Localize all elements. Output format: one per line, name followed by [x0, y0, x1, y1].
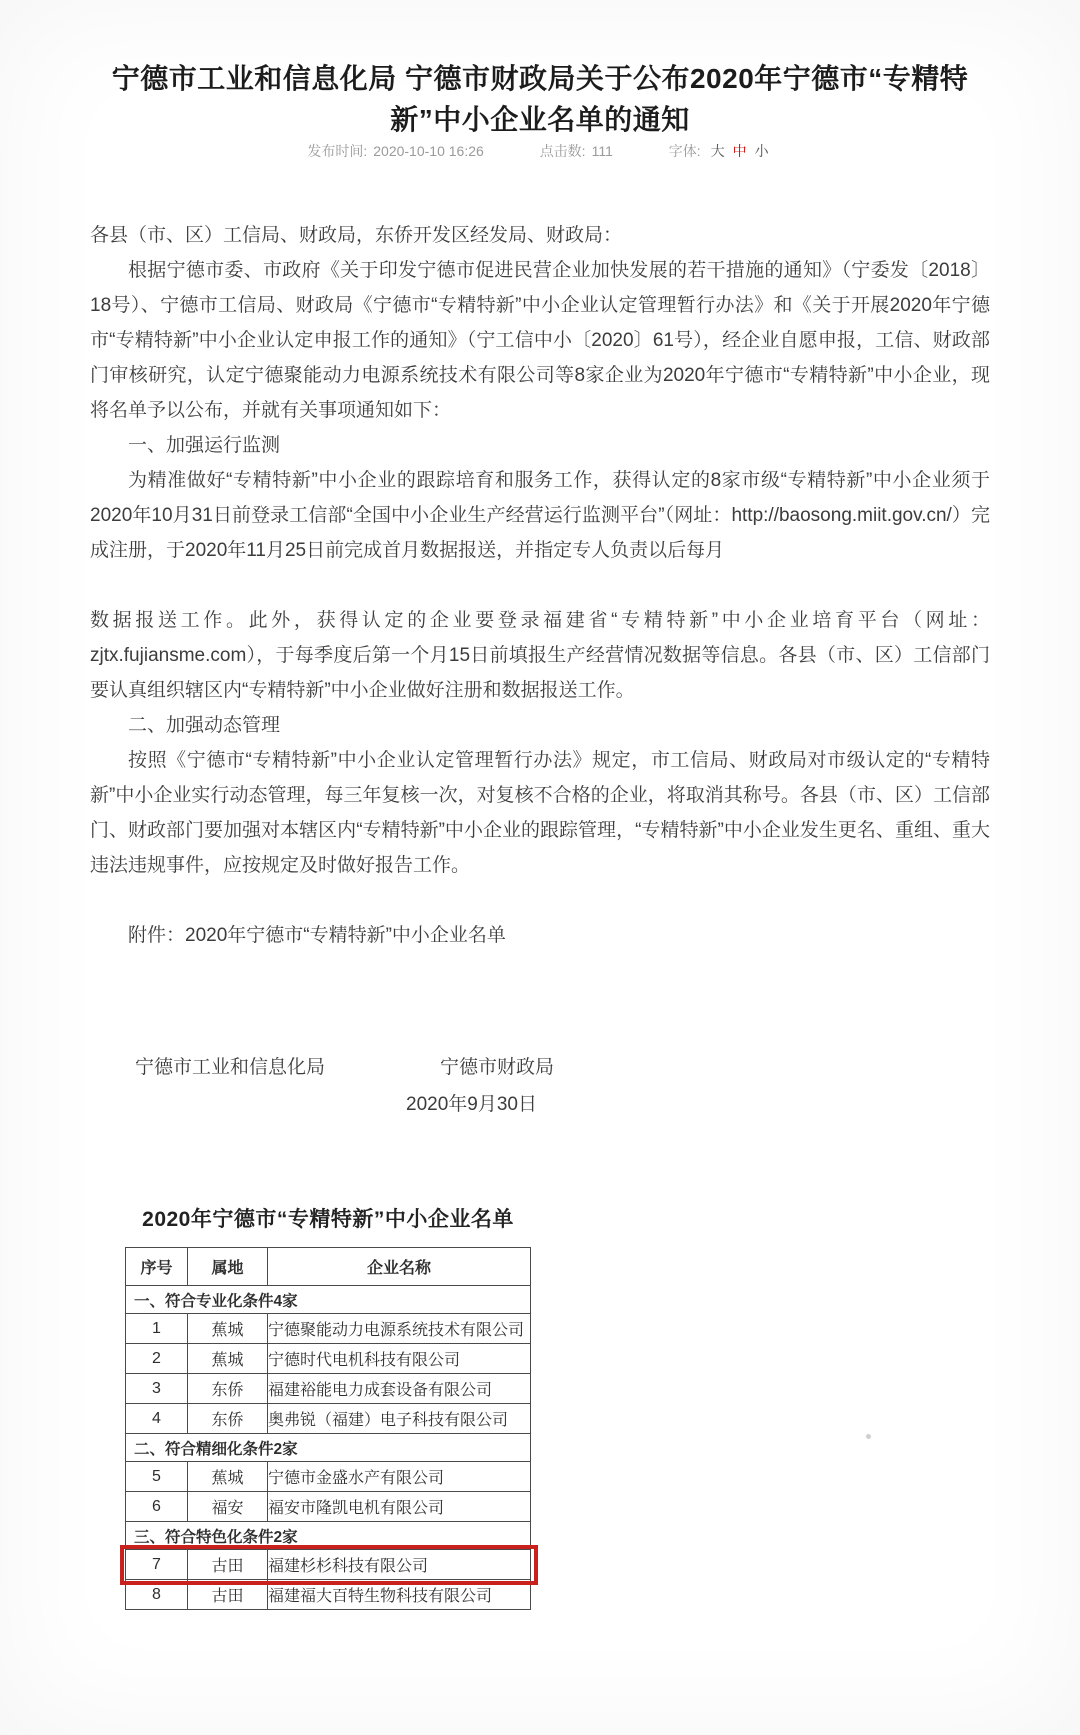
region-cell: 东侨 — [188, 1404, 268, 1434]
table-row — [126, 1404, 531, 1434]
company-cell: 福建福大百特生物科技有限公司 — [268, 1580, 531, 1610]
roster-table — [125, 1247, 531, 1610]
section-heading-2: 二、加强动态管理 — [128, 715, 281, 736]
company-cell: 宁德聚能动力电源系统技术有限公司 — [268, 1314, 531, 1344]
seq-cell: 6 — [126, 1492, 188, 1522]
header-region: 属地 — [188, 1248, 268, 1286]
paragraph-basis: 根据宁德市委、市政府《关于印发宁德市促进民营企业加快发展的若干措施的通知》（宁委发〔2018〕18号）、宁德市工信局、财政局《宁德市“专精特新”中小企业认定管理暂行办法》和《关于开展2020年宁德市“专精特新”中小企业认定申报工作的通知》（宁工信中小〔2020〕61号），经企业自愿申报，工信、财政部门审核研究，认定宁德聚能动力电源系统技术有限公司等8家企业为2020年宁德市“专精特新”中小企业，现将名单予以公布，并就有关事项通知如下： — [90, 260, 990, 421]
attachment-line: 附件：2020年宁德市“专精特新”中小企业名单 — [128, 925, 506, 946]
section-label: 二、符合精细化条件2家 — [126, 1434, 531, 1462]
header-seq: 序号 — [126, 1248, 188, 1286]
section-row-refinement — [126, 1434, 531, 1462]
page-title: 宁德市工业和信息化局 宁德市财政局关于公布2020年宁德市“专精特新”中小企业名单的通知 — [111, 63, 969, 135]
roster-table-title: 2020年宁德市“专精特新”中小企业名单 — [142, 1208, 514, 1231]
seq-cell: 5 — [126, 1462, 188, 1492]
salutation: 各县（市、区）工信局、财政局，东侨开发区经发局、财政局： — [90, 225, 623, 246]
seq-cell: 1 — [126, 1314, 188, 1344]
publish-time — [307, 143, 483, 159]
font-size-large-button[interactable]: 大 — [710, 143, 725, 159]
company-cell: 福安市隆凯电机有限公司 — [268, 1492, 531, 1522]
signature-block — [0, 1052, 1080, 1142]
speck-artifact — [866, 1434, 871, 1439]
company-cell: 奥弗锐（福建）电子科技有限公司 — [268, 1404, 531, 1434]
table-row — [126, 1462, 531, 1492]
publish-time-value: 2020-10-10 16:26 — [373, 143, 484, 159]
roster-table-block — [125, 1203, 531, 1610]
company-cell: 宁德市金盛水产有限公司 — [268, 1462, 531, 1492]
table-row — [126, 1492, 531, 1522]
company-cell: 福建杉杉科技有限公司 — [268, 1550, 531, 1580]
table-row — [126, 1580, 531, 1610]
section-label: 三、符合特色化条件2家 — [126, 1522, 531, 1550]
font-size-switcher — [669, 143, 773, 159]
signature-org-right: 宁德市财政局 — [440, 1057, 555, 1078]
company-cell: 宁德时代电机科技有限公司 — [268, 1344, 531, 1374]
meta-bar — [0, 141, 1080, 161]
region-cell: 蕉城 — [188, 1344, 268, 1374]
font-size-small-button[interactable]: 小 — [754, 143, 769, 159]
signature-date: 2020年9月30日 — [406, 1094, 537, 1115]
hit-count-value: 111 — [591, 143, 613, 159]
company-cell: 福建裕能电力成套设备有限公司 — [268, 1374, 531, 1404]
section-heading-1: 一、加强运行监测 — [128, 435, 281, 456]
table-row — [126, 1344, 531, 1374]
notice-body — [90, 218, 990, 953]
seq-cell: 2 — [126, 1344, 188, 1374]
table-row-highlighted — [126, 1550, 531, 1580]
font-size-label: 字体: — [668, 143, 701, 159]
table-header-row — [126, 1248, 531, 1286]
hit-count — [540, 143, 613, 159]
region-cell: 蕉城 — [188, 1462, 268, 1492]
paragraph-monitoring: 为精准做好“专精特新”中小企业的跟踪培育和服务工作，获得认定的8家市级“专精特新”中小企业须于2020年10月31日前登录工信部“全国中小企业生产经营运行监测平台”（网址：http://baosong.miit.gov.cn/）完成注册，于2020年11月25日前完成首月数据报送，并指定专人负责以后每月 — [90, 470, 990, 561]
signature-org-left: 宁德市工业和信息化局 — [135, 1057, 326, 1078]
region-cell: 福安 — [188, 1492, 268, 1522]
region-cell: 古田 — [188, 1580, 268, 1610]
seq-cell: 8 — [126, 1580, 188, 1610]
hit-count-label: 点击数: — [539, 143, 586, 159]
section-row-specialty — [126, 1522, 531, 1550]
seq-cell: 3 — [126, 1374, 188, 1404]
table-row — [126, 1314, 531, 1344]
table-row — [126, 1374, 531, 1404]
region-cell: 古田 — [188, 1550, 268, 1580]
seq-cell: 4 — [126, 1404, 188, 1434]
publish-time-label: 发布时间: — [307, 143, 368, 159]
paragraph-management: 按照《宁德市“专精特新”中小企业认定管理暂行办法》规定，市工信局、财政局对市级认定的“专精特新”中小企业实行动态管理，每三年复核一次，对复核不合格的企业，将取消其称号。各县（市、区）工信部门、财政部门要加强对本辖区内“专精特新”中小企业的跟踪管理，“专精特新”中小企业发生更名、重组、重大违法违规事件，应按规定及时做好报告工作。 — [90, 750, 990, 876]
font-size-medium-button[interactable]: 中 — [732, 143, 747, 159]
region-cell: 东侨 — [188, 1374, 268, 1404]
region-cell: 蕉城 — [188, 1314, 268, 1344]
seq-cell: 7 — [126, 1550, 188, 1580]
section-row-professional — [126, 1286, 531, 1314]
header-company: 企业名称 — [268, 1248, 531, 1286]
section-label: 一、符合专业化条件4家 — [126, 1286, 531, 1314]
paragraph-reporting: 数据报送工作。此外，获得认定的企业要登录福建省“专精特新”中小企业培育平台（网址：zjtx.fujiansme.com），于每季度后第一个月15日前填报生产经营情况数据等信息。各县（市、区）工信部门要认真组织辖区内“专精特新”中小企业做好注册和数据报送工作。 — [90, 610, 990, 701]
